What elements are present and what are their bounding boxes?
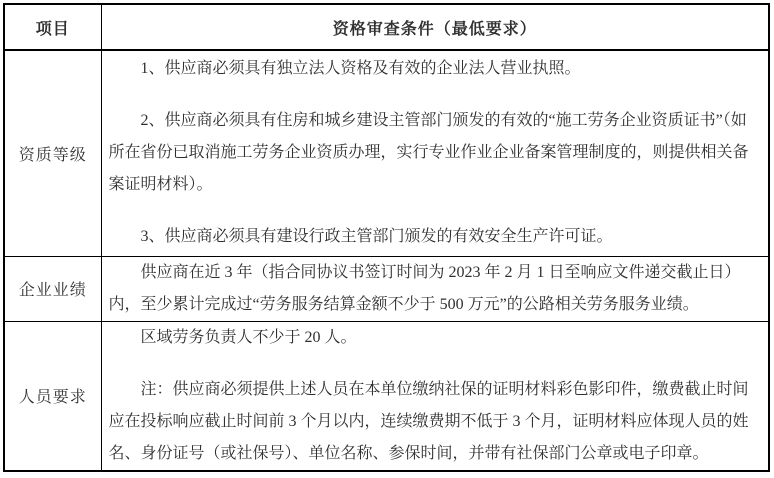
condition-paragraph: 区域劳务负责人不少于 20 人。 xyxy=(140,328,357,346)
row-content-qualification-level xyxy=(101,50,769,256)
table-row-qualification-level xyxy=(4,50,769,256)
table-row-personnel-requirements xyxy=(4,321,769,471)
condition-paragraph: 2、供应商必须具有住房和城乡建设主管部门颁发的有效的“施工劳务企业资质证书”（如所在省份已取消施工劳务企业资质办理，实行专业作业企业备案管理制度的，则提供相关备案证明材料）。 xyxy=(108,112,749,194)
row-label-enterprise-performance: 企业业绩 xyxy=(4,256,101,321)
table-header-row xyxy=(4,4,769,50)
condition-paragraph: 1、供应商必须具有独立法人资格及有效的企业法人营业执照。 xyxy=(140,60,581,78)
condition-paragraph: 注：供应商必须提供上述人员在本单位缴纳社保的证明材料彩色影印件，缴费截止时间应在投标响应截止时间前 3 个月以内，连续缴费期不低于 3 个月，证明材料应体现人员的姓名、身份证号（或社保号）、单位名称、参保时间，并带有社保部门公章或电子印章。 xyxy=(108,380,749,462)
row-label-personnel-requirements: 人员要求 xyxy=(4,321,101,471)
column-header-item: 项目 xyxy=(4,4,101,50)
row-content-enterprise-performance xyxy=(101,256,769,321)
row-label-qualification-level: 资质等级 xyxy=(4,50,101,256)
qualification-review-table xyxy=(3,3,770,472)
condition-paragraph: 3、供应商必须具有建设行政主管部门颁发的有效安全生产许可证。 xyxy=(140,228,613,246)
table-row-enterprise-performance xyxy=(4,256,769,321)
row-content-personnel-requirements xyxy=(101,321,769,471)
column-header-conditions: 资格审查条件（最低要求） xyxy=(101,4,769,50)
condition-paragraph: 供应商在近 3 年（指合同协议书签订时间为 2023 年 2 月 1 日至响应文件递交截止日）内，至少累计完成过“劳务服务结算金额不少于 500 万元”的公路相关劳务服务业绩。 xyxy=(108,263,741,313)
